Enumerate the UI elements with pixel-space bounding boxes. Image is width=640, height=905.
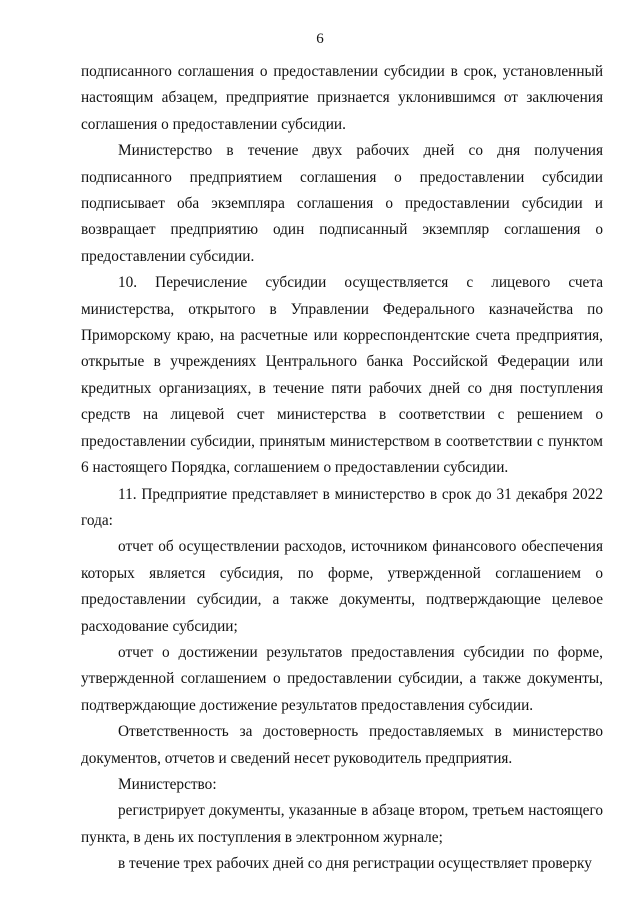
paragraph-registration: регистрирует документы, указанные в абзаце втором, третьем настоящего пункта, в день их поступления в электронном журнале;: [81, 802, 603, 846]
page-number: 6: [316, 31, 324, 47]
paragraph-item-10: 10. Перечисление субсидии осуществляется с лицевого счета министерства, открытого в Управлении Федерального казначейства по Приморскому краю, на расчетные или корреспондентские счета предприятия, открытые в учреждениях Центрального банка Российской Федерации или кредитных организациях, в течение пяти рабочих дней со дня поступления средств на лицевой счет министерства в соответствии с решением о предоставлении субсидии, принятым министерством в соответствии с пунктом 6 настоящего Порядка, соглашением о предоставлении субсидии.: [81, 274, 603, 477]
paragraph-ministry-heading: Министерство:: [118, 775, 217, 793]
paragraph-expense-report: отчет об осуществлении расходов, источником финансового обеспечения которых является субсидия, по форме, утвержденной соглашением о предоставлении субсидии, а также документы, подтверждающие целевое расходование субсидии;: [81, 538, 603, 635]
paragraph-continuation: подписанного соглашения о предоставлении субсидии в срок, установленный настоящим абзацем, предприятие признается уклонившимся от заключения соглашения о предоставлении субсидии.: [81, 63, 603, 133]
paragraph-ministry-signing: Министерство в течение двух рабочих дней со дня получения подписанного предприятием соглашения о предоставлении субсидии подписывает оба экземпляра соглашения о предоставлении субсидии и возвращает предприятию один подписанный экземпляр соглашения о предоставлении субсидии.: [81, 142, 603, 265]
paragraph-results-report: отчет о достижении результатов предоставления субсидии по форме, утвержденной соглашением о предоставлении субсидии, а также документы, подтверждающие достижение результатов предоставления субсидии.: [81, 643, 603, 714]
paragraph-verification: в течение трех рабочих дней со дня регистрации осуществляет проверку: [118, 855, 592, 873]
paragraph-item-11: 11. Предприятие представляет в министерство в срок до 31 декабря 2022 года:: [81, 485, 603, 529]
paragraph-responsibility: Ответственность за достоверность предоставляемых в министерство документов, отчетов и сведений несет руководитель предприятия.: [81, 723, 603, 767]
document-body: [81, 59, 603, 878]
